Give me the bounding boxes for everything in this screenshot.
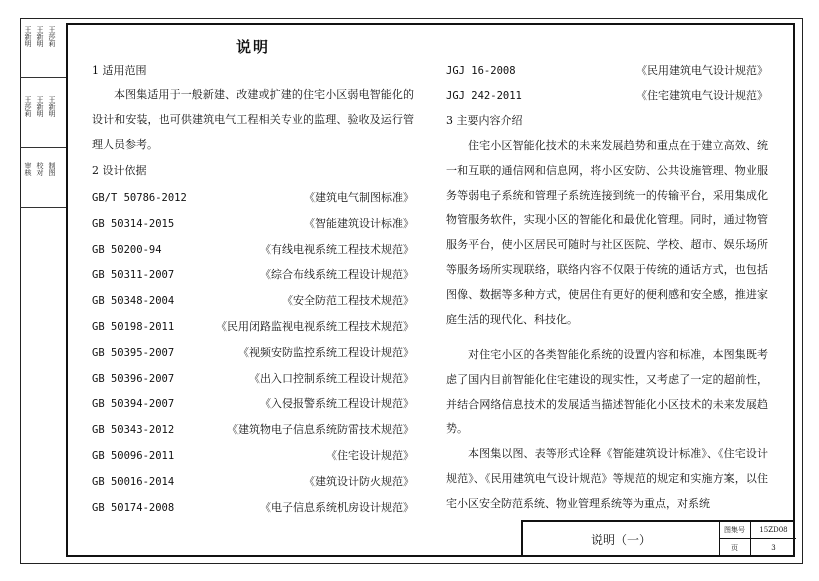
- strip-roles-area: [20, 148, 66, 208]
- standard-code: GB 50396-2007: [92, 372, 175, 385]
- page-number: 3: [771, 543, 776, 552]
- section3-paragraph-1: 住宅小区智能化技术的未来发展趋势和重点在于建立高效、统一和互联的通信网和信息网，将小区安防、公共设施管理、物业服务等弱电子系统和管理子系统连接到统一的传输平台，采用集成化物管服务软件，实现小区的智能化和最优化管理。同时，通过物管服务平台，使小区居民可随时与社区医院、学校、超市、娱乐场所等服务场所实现联络，联络内容不仅限于传统的通话方式，也包括图像、数据等多种方式，使居住有更好的便利感和安全感，推进家庭生活的现代化、科技化。: [446, 139, 768, 326]
- standard-code: GB 50348-2004: [92, 295, 175, 308]
- section1-heading: 1 适用范围: [92, 64, 147, 77]
- standard-name: 《住宅设计规范》: [326, 449, 414, 462]
- standard-code: GB 50395-2007: [92, 346, 175, 359]
- standard-name: 《有线电视系统工程技术规范》: [260, 242, 414, 256]
- section3-paragraph-2: 对住宅小区的各类智能化系统的设置内容和标准，本图集既考虑了国内目前智能化住宅建设的现实性，又考虑了一定的超前性，并结合网络信息技术的发展适当描述智能化小区技术的未来发展趋势。: [446, 348, 768, 436]
- strip-name-1: 王莎莉: [24, 96, 32, 117]
- standard-code: GB 50200-94: [92, 243, 162, 256]
- standard-name: 《出入口控制系统工程设计规范》: [249, 371, 414, 385]
- section1-paragraph: 本图集适用于一般新建、改建或扩建的住宅小区弱电智能化的设计和安装，也可供建筑电气工程相关专业的监理、验收及运行管理人员参考。: [92, 88, 414, 151]
- strip-role-3: 制图: [48, 162, 56, 176]
- standard-code: GB 50198-2011: [92, 321, 175, 333]
- standard-name: 《民用闭路监视电视系统工程技术规范》: [216, 320, 414, 333]
- standard-name: 《综合布线系统工程设计规范》: [260, 268, 414, 282]
- standard-code: GB 50174-2008: [92, 501, 175, 514]
- signature-3: 王莎莉: [48, 26, 56, 47]
- standard-name: 《民用建筑电气设计规范》: [636, 64, 768, 77]
- page-label: 页: [719, 539, 751, 556]
- atlas-number-value: 15ZD08: [751, 522, 796, 539]
- strip-role-1: 审核: [24, 162, 32, 176]
- atlas-number-label: 图集号: [719, 522, 751, 539]
- strip-name-3: 王新明: [48, 96, 56, 117]
- section2-heading: 2 设计依据: [92, 164, 147, 177]
- signature-2: 王新明: [36, 26, 44, 47]
- standard-name: 《入侵报警系统工程设计规范》: [260, 397, 414, 411]
- strip-name-2: 王新明: [36, 96, 44, 117]
- standard-code: GB 50314-2015: [92, 217, 175, 230]
- title-block: [521, 520, 794, 556]
- page-title: 说明: [236, 38, 271, 56]
- signature-1: 王新明: [24, 26, 32, 47]
- standard-code: JGJ 242-2011: [446, 90, 522, 102]
- standard-name: 《住宅建筑电气设计规范》: [636, 89, 768, 102]
- standard-name: 《智能建筑设计标准》: [304, 216, 414, 230]
- standard-code: JGJ 16-2008: [446, 65, 516, 77]
- standard-name: 《电子信息系统机房设计规范》: [260, 500, 414, 514]
- standard-code: GB 50016-2014: [92, 475, 175, 488]
- standard-code: GB/T 50786-2012: [92, 192, 187, 204]
- standard-name: 《视频安防监控系统工程设计规范》: [238, 345, 414, 359]
- standard-name: 《建筑物电子信息系统防雷技术规范》: [227, 423, 414, 437]
- strip-names-area: [20, 78, 66, 148]
- standard-code: GB 50343-2012: [92, 424, 175, 437]
- standard-code: GB 50394-2007: [92, 398, 175, 411]
- standard-code: GB 50096-2011: [92, 450, 175, 462]
- strip-signature-area: [20, 18, 66, 78]
- standard-name: 《建筑电气制图标准》: [304, 191, 414, 204]
- standard-name: 《安全防范工程技术规范》: [282, 294, 414, 308]
- standard-name: 《建筑设计防火规范》: [304, 474, 414, 488]
- left-signature-strip: [20, 18, 66, 562]
- standard-code: GB 50311-2007: [92, 269, 175, 282]
- section3-heading: 3 主要内容介绍: [446, 114, 523, 127]
- section3-paragraph-3: 本图集以图、表等形式诠释《智能建筑设计标准》、《住宅设计规范》、《民用建筑电气设计规范》等规范的规定和实施方案，以住宅小区安全防范系统、物业管理系统等为重点，对系统: [446, 447, 768, 510]
- strip-role-2: 校对: [36, 162, 44, 176]
- sheet-name: 说明（一）: [523, 522, 720, 556]
